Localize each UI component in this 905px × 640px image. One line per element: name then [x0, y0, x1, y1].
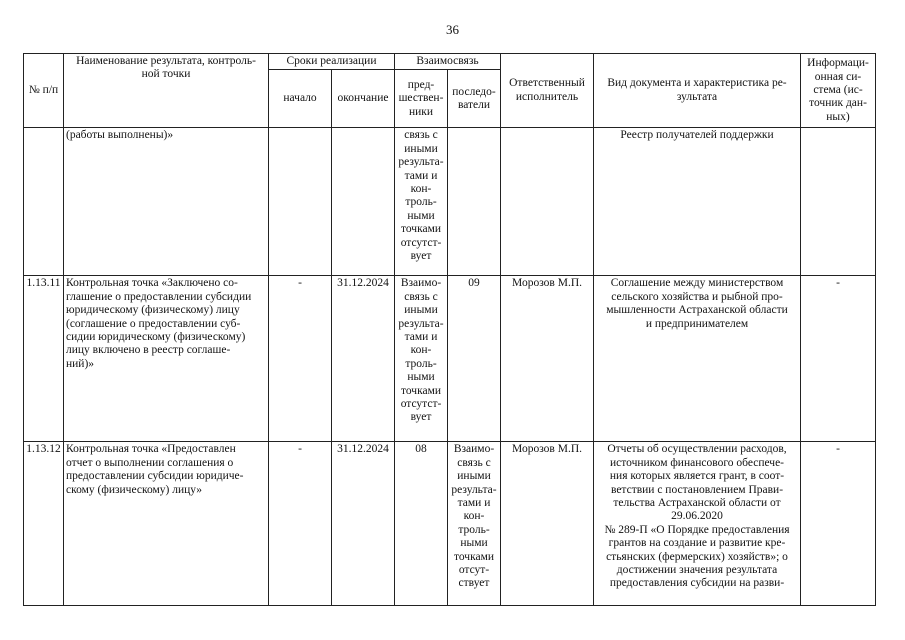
row-num: 1.13.11 [24, 276, 64, 442]
row-predecessors: связь с иными результа- тами и кон- троль- ными точками отсутст- вует [395, 128, 448, 276]
row-start [269, 128, 332, 276]
header-name: Наименование результата, контроль- ной точки [64, 54, 269, 128]
row-successors [448, 128, 501, 276]
header-relation: Взаимосвязь [395, 54, 501, 70]
row-responsible [501, 128, 594, 276]
page-number: 36 [446, 22, 459, 37]
header-end: окончание [332, 70, 395, 128]
table-row [24, 128, 876, 276]
results-table [23, 53, 876, 606]
row-start: - [269, 442, 332, 606]
row-start: - [269, 276, 332, 442]
table-row [24, 442, 876, 606]
row-responsible: Морозов М.П. [501, 442, 594, 606]
row-info: - [801, 276, 876, 442]
header-responsible: Ответственный исполнитель [501, 54, 594, 128]
row-num: 1.13.12 [24, 442, 64, 606]
row-name: Контрольная точка «Заключено со- глашение о предоставлении субсидии юридическому (физическому) лицу (соглашение о предоставлении суб- сидии юридическому (физическому) лицу включено в реестр соглаше- ний)» [64, 276, 269, 442]
header-terms: Сроки реализации [269, 54, 395, 70]
row-name: (работы выполнены)» [64, 128, 269, 276]
row-doc: Реестр получателей поддержки [594, 128, 801, 276]
row-predecessors: 08 [395, 442, 448, 606]
row-info: - [801, 442, 876, 606]
row-successors: Взаимо- связь с иными результа- тами и кон- троль- ными точками отсут- ствует [448, 442, 501, 606]
header-doc: Вид документа и характеристика ре- зультата [594, 54, 801, 128]
header-successors: последо- ватели [448, 70, 501, 128]
row-responsible: Морозов М.П. [501, 276, 594, 442]
table-row [24, 276, 876, 442]
header-predecessors: пред- шествен- ники [395, 70, 448, 128]
row-doc: Отчеты об осуществлении расходов, источником финансового обеспече- ния которых является грант, в соот- ветствии с постановлением Прави- тельства Астраханской области от 29.06.2020 № 289-П «О Порядке предоставления грантов на создание и развитие кре- стьянских (фермерских) хозяйств»; о достижении значения результата предоставления субсидии на разви- [594, 442, 801, 606]
row-predecessors: Взаимо- связь с иными результа- тами и кон- троль- ными точками отсутст- вует [395, 276, 448, 442]
row-name: Контрольная точка «Предоставлен отчет о выполнении соглашения о предоставлении субсидии юридиче- скому (физическому) лицу» [64, 442, 269, 606]
header-start: начало [269, 70, 332, 128]
row-end: 31.12.2024 [332, 276, 395, 442]
row-successors: 09 [448, 276, 501, 442]
header-num: № п/п [24, 54, 64, 128]
header-info: Информаци- онная си- стема (ис- точник дан- ных) [801, 54, 876, 128]
row-end [332, 128, 395, 276]
row-doc: Соглашение между министерством сельского хозяйства и рыбной про- мышленности Астраханской области и предпринимателем [594, 276, 801, 442]
row-end: 31.12.2024 [332, 442, 395, 606]
row-info [801, 128, 876, 276]
row-num [24, 128, 64, 276]
